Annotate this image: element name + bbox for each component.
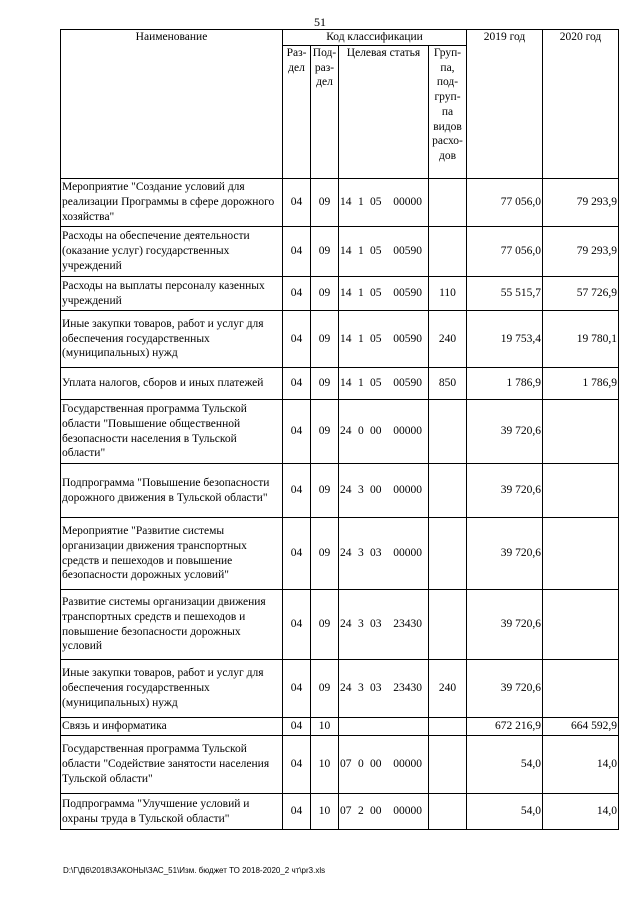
row-value-2019: 39 720,6 — [467, 518, 543, 590]
table-row — [61, 277, 619, 311]
row-value-2019: 39 720,6 — [467, 464, 543, 518]
row-target-code — [339, 277, 429, 311]
row-section: 04 — [283, 590, 311, 660]
row-subsection: 09 — [311, 179, 339, 227]
target-direction: 23430 — [393, 682, 422, 695]
row-name: Развитие системы организации движения транспортных средств и пешеходов и повышение безопасности дорожных условий — [61, 590, 283, 660]
row-target-code — [339, 718, 429, 736]
row-section: 04 — [283, 277, 311, 311]
row-section: 04 — [283, 718, 311, 736]
row-section: 04 — [283, 660, 311, 718]
header-year-2019: 2019 год — [467, 30, 543, 179]
row-expense-type: 110 — [429, 277, 467, 311]
row-value-2020 — [543, 660, 619, 718]
target-direction: 00000 — [393, 547, 422, 560]
row-value-2020 — [543, 590, 619, 660]
row-value-2020: 14,0 — [543, 736, 619, 794]
target-program: 07 — [340, 758, 352, 771]
file-path-footer: D:\Г\Д6\2018\ЗАКОНЫ\ЗАС_51\Изм. бюджет ТО 2018-2020_2 чт\pr3.xls — [63, 866, 326, 875]
row-subsection: 09 — [311, 311, 339, 368]
target-direction: 00000 — [393, 805, 422, 818]
row-value-2019: 39 720,6 — [467, 590, 543, 660]
row-target-code — [339, 311, 429, 368]
row-name: Подпрограмма "Улучшение условий и охраны труда в Тульской области" — [61, 794, 283, 830]
table-row — [61, 518, 619, 590]
row-name: Иные закупки товаров, работ и услуг для обеспечения государственных (муниципальных) нужд — [61, 311, 283, 368]
target-direction: 00000 — [393, 425, 422, 438]
row-target-code — [339, 464, 429, 518]
row-subsection: 09 — [311, 464, 339, 518]
header-subsection: Под- раз- дел — [311, 46, 339, 179]
header-name: Наименование — [61, 30, 283, 179]
row-name: Связь и информатика — [61, 718, 283, 736]
table-row — [61, 736, 619, 794]
target-event: 00 — [370, 758, 382, 771]
page-number: 51 — [314, 15, 326, 29]
row-expense-type: 240 — [429, 311, 467, 368]
row-name: Расходы на обеспечение деятельности (оказание услуг) государственных учреждений — [61, 227, 283, 277]
row-value-2020 — [543, 518, 619, 590]
row-section: 04 — [283, 227, 311, 277]
target-program: 24 — [340, 484, 352, 497]
target-subprogram: 0 — [358, 758, 364, 771]
target-event: 03 — [370, 547, 382, 560]
budget-table — [60, 29, 619, 830]
row-expense-type — [429, 736, 467, 794]
table-row — [61, 368, 619, 400]
target-subprogram: 1 — [358, 332, 364, 345]
target-direction: 00590 — [393, 245, 422, 258]
row-name: Расходы на выплаты персоналу казенных учреждений — [61, 277, 283, 311]
row-value-2020: 19 780,1 — [543, 311, 619, 368]
row-expense-type — [429, 590, 467, 660]
row-name: Государственная программа Тульской области "Повышение общественной безопасности населения в Тульской области" — [61, 400, 283, 464]
row-value-2019: 672 216,9 — [467, 718, 543, 736]
table-row — [61, 718, 619, 736]
table-row — [61, 400, 619, 464]
target-subprogram: 0 — [358, 425, 364, 438]
row-value-2019: 54,0 — [467, 794, 543, 830]
target-event: 03 — [370, 682, 382, 695]
target-program: 07 — [340, 805, 352, 818]
target-subprogram: 1 — [358, 377, 364, 390]
row-target-code — [339, 736, 429, 794]
row-value-2019: 19 753,4 — [467, 311, 543, 368]
table-row — [61, 590, 619, 660]
target-event: 05 — [370, 245, 382, 258]
row-value-2020: 1 786,9 — [543, 368, 619, 400]
row-subsection: 09 — [311, 518, 339, 590]
target-program: 14 — [340, 287, 352, 300]
row-value-2020: 57 726,9 — [543, 277, 619, 311]
target-subprogram: 1 — [358, 245, 364, 258]
target-event: 00 — [370, 425, 382, 438]
table-row — [61, 794, 619, 830]
table-row — [61, 179, 619, 227]
target-subprogram: 3 — [358, 547, 364, 560]
row-target-code — [339, 400, 429, 464]
row-subsection: 09 — [311, 277, 339, 311]
row-subsection: 09 — [311, 590, 339, 660]
row-value-2020: 664 592,9 — [543, 718, 619, 736]
target-program: 24 — [340, 618, 352, 631]
target-event: 05 — [370, 196, 382, 209]
table-row — [61, 464, 619, 518]
row-name: Подпрограмма "Повышение безопасности дорожного движения в Тульской области" — [61, 464, 283, 518]
target-subprogram: 3 — [358, 484, 364, 497]
target-direction: 00000 — [393, 758, 422, 771]
header-target: Целевая статья — [339, 46, 429, 179]
row-expense-type — [429, 718, 467, 736]
row-subsection: 09 — [311, 660, 339, 718]
row-target-code — [339, 660, 429, 718]
row-section: 04 — [283, 794, 311, 830]
row-value-2020: 79 293,9 — [543, 227, 619, 277]
target-subprogram: 3 — [358, 618, 364, 631]
table-row — [61, 311, 619, 368]
row-expense-type — [429, 464, 467, 518]
row-target-code — [339, 794, 429, 830]
row-target-code — [339, 368, 429, 400]
target-program: 14 — [340, 377, 352, 390]
target-program: 14 — [340, 196, 352, 209]
row-subsection: 09 — [311, 227, 339, 277]
target-subprogram: 3 — [358, 682, 364, 695]
target-direction: 00590 — [393, 377, 422, 390]
row-value-2019: 39 720,6 — [467, 400, 543, 464]
target-direction: 00000 — [393, 484, 422, 497]
target-event: 03 — [370, 618, 382, 631]
target-event: 00 — [370, 805, 382, 818]
row-section: 04 — [283, 400, 311, 464]
target-program: 24 — [340, 682, 352, 695]
row-subsection: 10 — [311, 794, 339, 830]
row-value-2020: 14,0 — [543, 794, 619, 830]
row-value-2020 — [543, 400, 619, 464]
row-section: 04 — [283, 368, 311, 400]
row-expense-type: 850 — [429, 368, 467, 400]
row-name: Мероприятие "Развитие системы организации движения транспортных средств и пешеходов и повышение безопасности дорожных условий" — [61, 518, 283, 590]
row-section: 04 — [283, 518, 311, 590]
row-value-2020: 79 293,9 — [543, 179, 619, 227]
target-event: 05 — [370, 332, 382, 345]
target-subprogram: 1 — [358, 287, 364, 300]
row-name: Государственная программа Тульской области "Содействие занятости населения Тульской области" — [61, 736, 283, 794]
row-target-code — [339, 179, 429, 227]
target-event: 00 — [370, 484, 382, 497]
table-row — [61, 660, 619, 718]
row-expense-type: 240 — [429, 660, 467, 718]
target-direction: 00590 — [393, 332, 422, 345]
row-expense-type — [429, 179, 467, 227]
target-event: 05 — [370, 287, 382, 300]
header-expense-type: Груп- па, под- груп- па видов расхо- дов — [429, 46, 467, 179]
row-value-2019: 77 056,0 — [467, 179, 543, 227]
row-section: 04 — [283, 736, 311, 794]
target-program: 24 — [340, 425, 352, 438]
target-direction: 23430 — [393, 618, 422, 631]
row-value-2019: 39 720,6 — [467, 660, 543, 718]
row-value-2020 — [543, 464, 619, 518]
row-target-code — [339, 590, 429, 660]
row-target-code — [339, 518, 429, 590]
row-value-2019: 54,0 — [467, 736, 543, 794]
row-expense-type — [429, 227, 467, 277]
row-subsection: 10 — [311, 736, 339, 794]
target-direction: 00590 — [393, 287, 422, 300]
header-year-2020: 2020 год — [543, 30, 619, 179]
target-program: 24 — [340, 547, 352, 560]
table-row — [61, 227, 619, 277]
row-expense-type — [429, 518, 467, 590]
row-value-2019: 77 056,0 — [467, 227, 543, 277]
row-expense-type — [429, 400, 467, 464]
row-name: Мероприятие "Создание условий для реализации Программы в сфере дорожного хозяйства" — [61, 179, 283, 227]
row-value-2019: 1 786,9 — [467, 368, 543, 400]
target-direction: 00000 — [393, 196, 422, 209]
row-subsection: 10 — [311, 718, 339, 736]
row-subsection: 09 — [311, 400, 339, 464]
target-subprogram: 1 — [358, 196, 364, 209]
row-section: 04 — [283, 179, 311, 227]
row-target-code — [339, 227, 429, 277]
row-name: Уплата налогов, сборов и иных платежей — [61, 368, 283, 400]
header-code-group: Код классификации — [283, 30, 467, 46]
row-value-2019: 55 515,7 — [467, 277, 543, 311]
row-name: Иные закупки товаров, работ и услуг для обеспечения государственных (муниципальных) нужд — [61, 660, 283, 718]
row-expense-type — [429, 794, 467, 830]
row-section: 04 — [283, 311, 311, 368]
target-program: 14 — [340, 245, 352, 258]
target-program: 14 — [340, 332, 352, 345]
header-section: Раз- дел — [283, 46, 311, 179]
row-subsection: 09 — [311, 368, 339, 400]
row-section: 04 — [283, 464, 311, 518]
target-event: 05 — [370, 377, 382, 390]
target-subprogram: 2 — [358, 805, 364, 818]
